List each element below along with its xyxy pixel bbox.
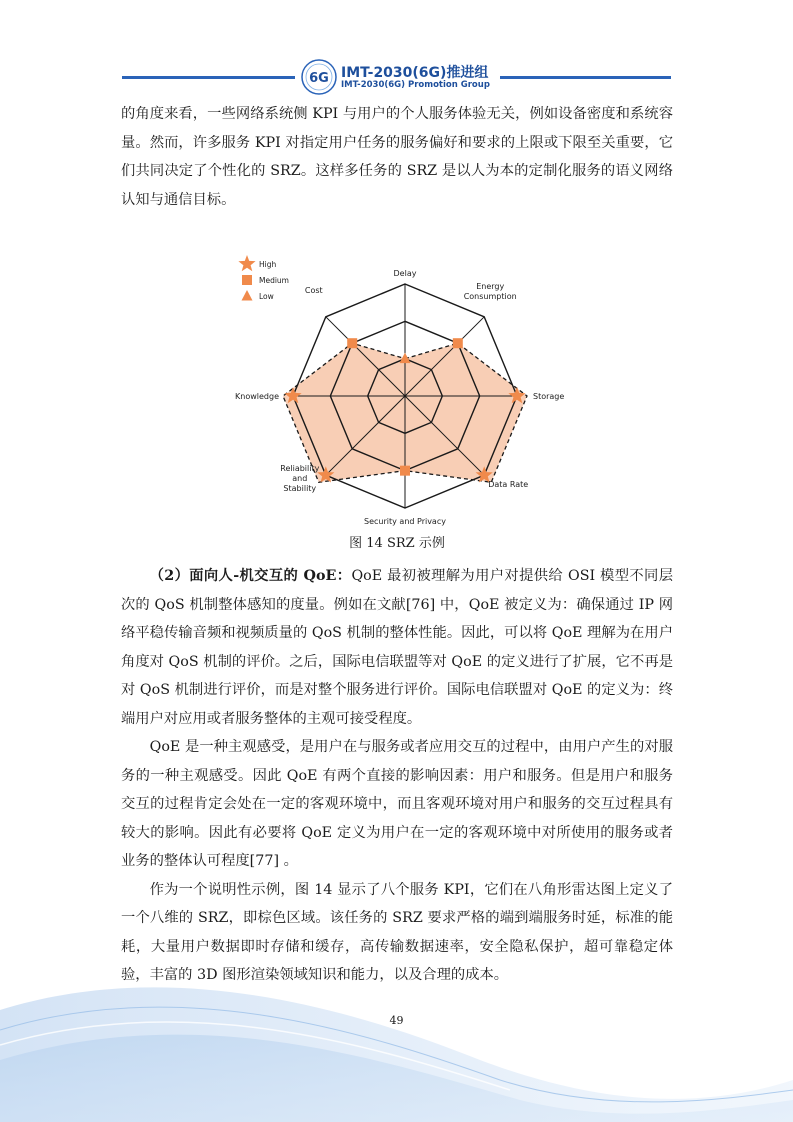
legend-label: Medium (259, 276, 289, 285)
legend-square-icon (242, 275, 252, 285)
data-point-medium (453, 338, 463, 348)
axis-label: Knowledge (235, 392, 279, 401)
data-point-medium (400, 466, 410, 476)
paragraph-illustrative-example: 作为一个说明性示例，图 14 显示了八个服务 KPI，它们在八角形雷达图上定义了一个八维的 SRZ，即棕色区域。该任务的 SRZ 要求严格的端到端服务时延，标准的能耗，大量用户数据即时存储和缓存，高传输数据速率，安全隐私保护，超可靠稳定体验，丰富的 3D 图形渲染领域知识和能力，以及合理的成本。 (121, 881, 673, 983)
legend-label: High (259, 260, 277, 269)
imt-2030-logo-icon (300, 58, 338, 96)
figure-14 (121, 232, 673, 532)
page-content (121, 100, 673, 990)
paragraph-intro: 的角度来看，一些网络系统侧 KPI 与用户的个人服务体验无关，例如设备密度和系统容量。然而，许多服务 KPI 对指定用户任务的服务偏好和要求的上限或下限至关重要，它们共同决定了个性化的 SRZ。这样多任务的 SRZ 是以人为本的定制化服务的语义网络认知与通信目标。 (121, 106, 673, 208)
legend-star-icon (238, 255, 255, 271)
data-point-medium (347, 338, 357, 348)
axis-label: Delay (393, 269, 417, 278)
page-header (0, 0, 793, 100)
header-rule-right (500, 76, 671, 79)
section-text: QoE 最初被理解为用户对提供给 OSI 模型不同层次的 QoS 机制整体感知的度量。例如在文献[76] 中，QoE 被定义为：确保通过 IP 网络平稳传输音频和视频质量的 QoS 机制的整体性能。因此，可以将 QoE 理解为在用户角度对 QoS 机制的评价。之后，国际电信联盟等对 QoE 的定义进行了扩展，它不再是对 QoS 机制进行评价，而是对整个服务进行评价。国际电信联盟对 QoE 的定义为：终端用户对应用或者服务整体的主观可接受程度。 (121, 568, 673, 727)
srz-radar-chart (121, 232, 673, 532)
section-heading: （2）面向人-机交互的 QoE： (149, 568, 352, 584)
axis-label: Cost (304, 285, 323, 295)
paragraph-qoe-definition (121, 562, 673, 733)
legend-triangle-icon (242, 290, 253, 301)
logo-text: 6G (309, 71, 329, 86)
axis-label: Storage (533, 392, 565, 401)
legend-label: Low (259, 292, 274, 301)
header-title: IMT-2030(6G)推进组 (341, 65, 489, 81)
axis-label: Energy Consumption (463, 281, 517, 301)
axis-label: Data Rate (488, 480, 529, 490)
paragraph-qoe-subjective: QoE 是一种主观感受，是用户在与服务或者应用交互的过程中，由用户产生的对服务的一种主观感受。因此 QoE 有两个直接的影响因素：用户和服务。但是用户和服务交互的过程肯定会处在一定的客观环境中，而且客观环境对用户和服务的交互过程具有较大的影响。因此有必要将 QoE 定义为用户在一定的客观环境中对所使用的服务或者业务的整体认可程度[77] 。 (121, 739, 673, 869)
header-subtitle: IMT-2030(6G) Promotion Group (341, 80, 490, 90)
figure-caption: 图 14 SRZ 示例 (349, 536, 445, 551)
axis-label: Security and Privacy (364, 517, 446, 526)
page-number: 49 (389, 1014, 404, 1027)
axis-label: Reliability and Stability (280, 464, 320, 494)
header-rule-left (122, 76, 295, 79)
